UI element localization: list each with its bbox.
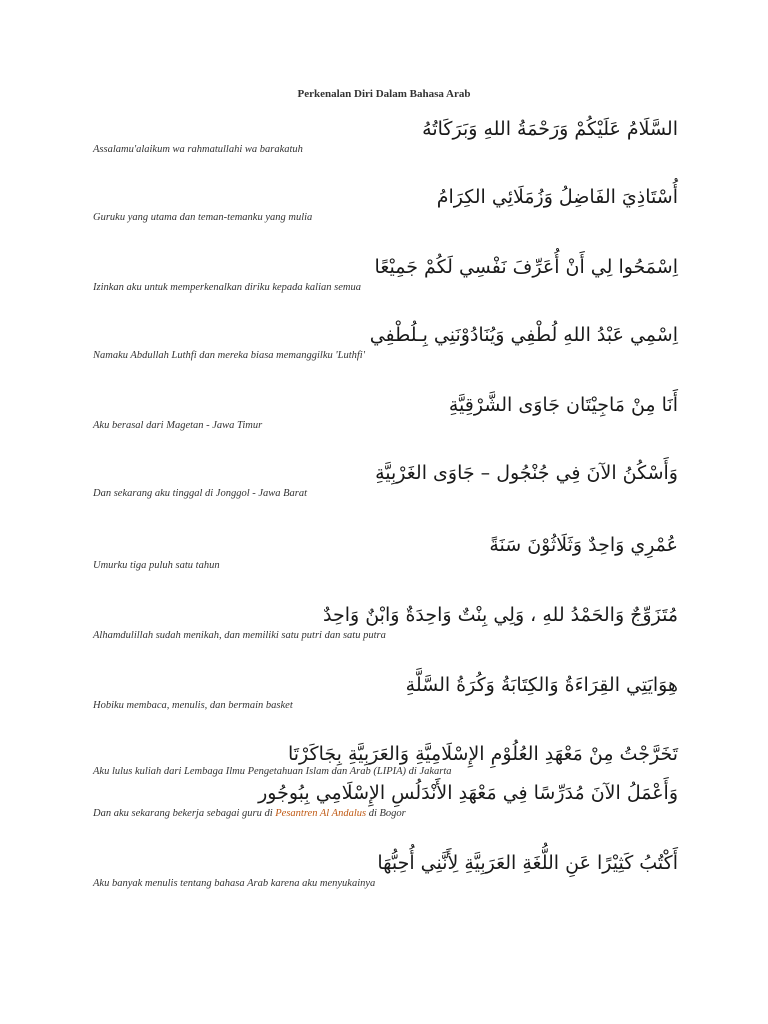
- entry-hobby: [93, 672, 678, 713]
- translation-line: Alhamdulillah sudah menikah, dan memiliki satu putri dan satu putra: [93, 630, 386, 641]
- entry-family: [93, 602, 678, 643]
- translation-text-after: di Bogor: [366, 808, 406, 819]
- arabic-line: وَأَسْكُنُ الآنَ فِي جُنْجُول – جَاوَى الغَرْبِيَّةِ: [375, 462, 678, 484]
- arabic-line: تَخَرَّجْتُ مِنْ مَعْهَدِ العُلُوْمِ الإِسْلَامِيَّةِ وَالعَرَبِيَّةِ بِجَاكَرْتَا: [287, 743, 678, 765]
- entry-residence: [93, 460, 678, 501]
- entry-permission: [93, 254, 678, 295]
- arabic-line: أُسْتَاذِيَ الفَاضِلُ وَزُمَلَائِي الكِرَامُ: [436, 186, 678, 208]
- arabic-line: هِوَايَتِي القِرَاءَةُ وَالكِتَابَةُ وَكُرَةُ السَّلَّةِ: [405, 674, 678, 696]
- arabic-line: أَكْتُبُ كَثِيْرًا عَنِ اللُّغَةِ العَرَبِيَّةِ لِأَنَّنِي أُحِبُّهَا: [377, 852, 678, 874]
- translation-line: Namaku Abdullah Luthfi dan mereka biasa memanggilku 'Luthfi': [93, 350, 365, 361]
- entry-name: [93, 322, 678, 363]
- translation-line: Umurku tiga puluh satu tahun: [93, 560, 220, 571]
- translation-line: Izinkan aku untuk memperkenalkan diriku kepada kalian semua: [93, 282, 361, 293]
- entry-age: [93, 532, 678, 573]
- arabic-line: وَأَعْمَلُ الآنَ مُدَرِّسًا فِي مَعْهَدِ الأَنْدَلُسِ الإِسْلَامِي بِبُوجُور: [258, 782, 678, 804]
- document-title: Perkenalan Diri Dalam Bahasa Arab: [297, 88, 471, 100]
- pesantren-link[interactable]: Pesantren Al Andalus: [275, 808, 367, 819]
- translation-line: Aku lulus kuliah dari Lembaga Ilmu Pengetahuan Islam dan Arab (LIPIA) di Jakarta: [93, 766, 452, 777]
- translation-line: Hobiku membaca, menulis, dan bermain basket: [93, 700, 293, 711]
- translation-line: [93, 807, 678, 821]
- entry-origin: [93, 392, 678, 433]
- translation-line: Dan sekarang aku tinggal di Jonggol - Jawa Barat: [93, 488, 308, 499]
- entry-greeting: [93, 116, 678, 157]
- translation-line: Guruku yang utama dan teman-temanku yang mulia: [93, 212, 313, 223]
- entry-writing: [93, 850, 678, 891]
- arabic-line: مُتَزَوِّجٌ وَالحَمْدُ للهِ ، وَلِي بِنْتٌ وَاحِدَةٌ وَابْنٌ وَاحِدٌ: [323, 604, 678, 626]
- translation-line: Aku berasal dari Magetan - Jawa Timur: [93, 420, 263, 431]
- arabic-line: السَّلَامُ عَلَيْكُمْ وَرَحْمَةُ اللهِ وَبَرَكَاتُهُ: [422, 118, 678, 140]
- arabic-line: أَنَا مِنْ مَاجِيْتَان جَاوَى الشَّرْقِيَّةِ: [448, 394, 678, 416]
- arabic-line: اِسْمَحُوا لِي أَنْ أُعَرِّفَ نَفْسِي لَكُمْ جَمِيْعًا: [374, 256, 678, 278]
- translation-line: Assalamu'alaikum wa rahmatullahi wa barakatuh: [93, 144, 303, 155]
- entry-work: [93, 780, 678, 821]
- translation-text-before: Dan aku sekarang bekerja sebagai guru di: [93, 808, 276, 819]
- translation-line: Aku banyak menulis tentang bahasa Arab karena aku menyukainya: [93, 878, 376, 889]
- entry-address: [93, 184, 678, 225]
- entry-education: [93, 741, 678, 779]
- arabic-line: اِسْمِي عَبْدُ اللهِ لُطْفِي وَيُنَادُوْنَنِي بِـلُطْفِي: [369, 324, 678, 346]
- arabic-line: عُمْرِي وَاحِدٌ وَثَلَاثُوْنَ سَنَةً: [489, 534, 678, 556]
